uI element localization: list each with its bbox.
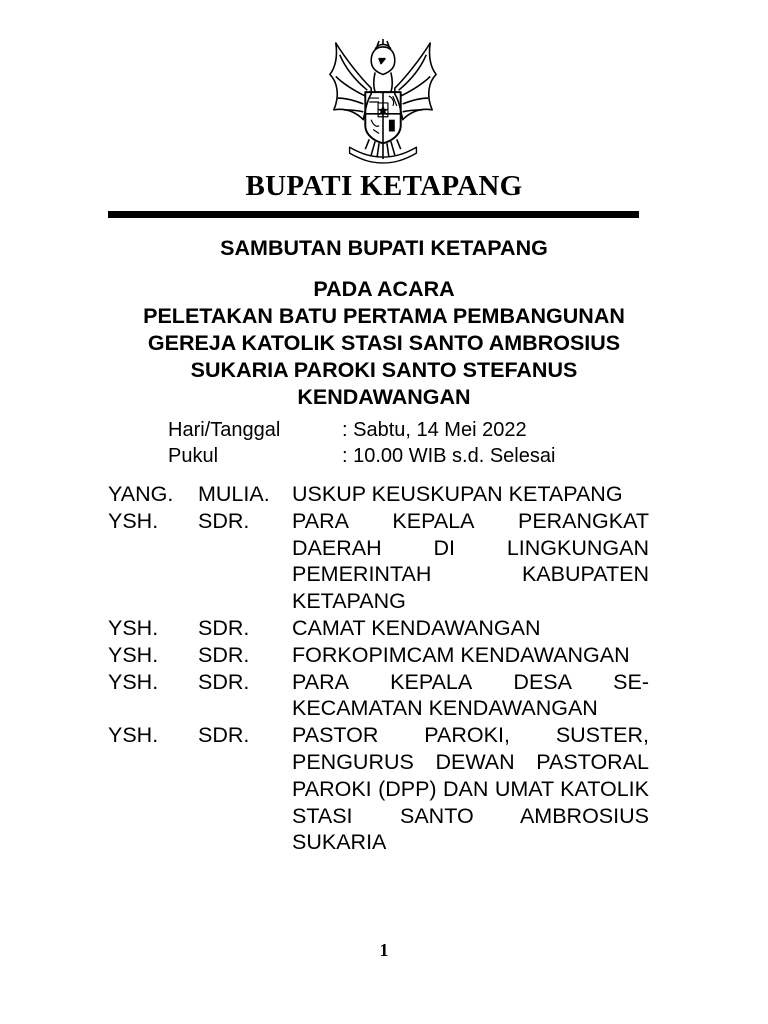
addressee-name: CAMAT KENDAWANGAN: [292, 615, 541, 640]
schedule-label: Pukul: [168, 445, 219, 467]
event-line: PELETAKAN BATU PERTAMA PEMBANGUNAN: [143, 304, 625, 328]
event-description: [0, 276, 768, 411]
addressee-row: [108, 615, 649, 642]
addressee-name: PASTOR PAROKI, SUSTER, PENGURUS DEWAN PASTORAL PAROKI (DPP) DAN UMAT KATOLIK STASI SANTO AMBROSIUS SUKARIA: [292, 723, 649, 855]
page-number: 1: [379, 940, 389, 960]
addressee-name: PARA KEPALA PERANGKAT DAERAH DI LINGKUNGAN PEMERINTAH KABUPATEN KETAPANG: [292, 508, 649, 614]
office-title: BUPATI KETAPANG: [245, 170, 523, 202]
schedule-value: : 10.00 WIB s.d. Selesai: [342, 445, 556, 467]
header-divider: [108, 211, 639, 218]
addressee-row: [108, 669, 649, 723]
addressee-honorific: YSH.: [108, 508, 159, 533]
schedule-label: Hari/Tanggal: [168, 419, 281, 441]
addressee-name: USKUP KEUSKUPAN KETAPANG: [292, 482, 623, 506]
addressee-row: [108, 722, 649, 856]
addressee-row: [108, 508, 649, 615]
speech-title: SAMBUTAN BUPATI KETAPANG: [220, 236, 548, 260]
addressee-name: PARA KEPALA DESA SE-KECAMATAN KENDAWANGAN: [292, 669, 649, 721]
schedule-row-time: [168, 443, 555, 469]
addressee-title: SDR.: [198, 669, 250, 694]
event-line: GEREJA KATOLIK STASI SANTO AMBROSIUS: [147, 331, 621, 355]
addressee-title: SDR.: [198, 642, 250, 667]
event-schedule: [168, 417, 555, 469]
addressee-honorific: YSH.: [108, 723, 159, 748]
event-line: PADA ACARA: [313, 277, 455, 301]
addressee-honorific: YSH.: [108, 669, 159, 694]
addressee-list: [108, 481, 649, 856]
schedule-value: : Sabtu, 14 Mei 2022: [342, 419, 527, 441]
addressee-row: [108, 481, 649, 508]
event-line: SUKARIA PAROKI SANTO STEFANUS: [190, 358, 578, 382]
addressee-title: SDR.: [198, 615, 250, 640]
addressee-honorific: YSH.: [108, 642, 159, 667]
addressee-honorific: YSH.: [108, 615, 159, 640]
addressee-title: SDR.: [198, 723, 250, 748]
event-line: KENDAWANGAN: [297, 385, 471, 409]
addressee-title: MULIA.: [198, 482, 270, 506]
garuda-emblem-icon: [324, 36, 442, 166]
addressee-row: [108, 642, 649, 669]
addressee-title: SDR.: [198, 508, 250, 533]
addressee-honorific: YANG.: [108, 482, 174, 506]
schedule-row-date: [168, 417, 555, 443]
addressee-name: FORKOPIMCAM KENDAWANGAN: [292, 642, 630, 667]
